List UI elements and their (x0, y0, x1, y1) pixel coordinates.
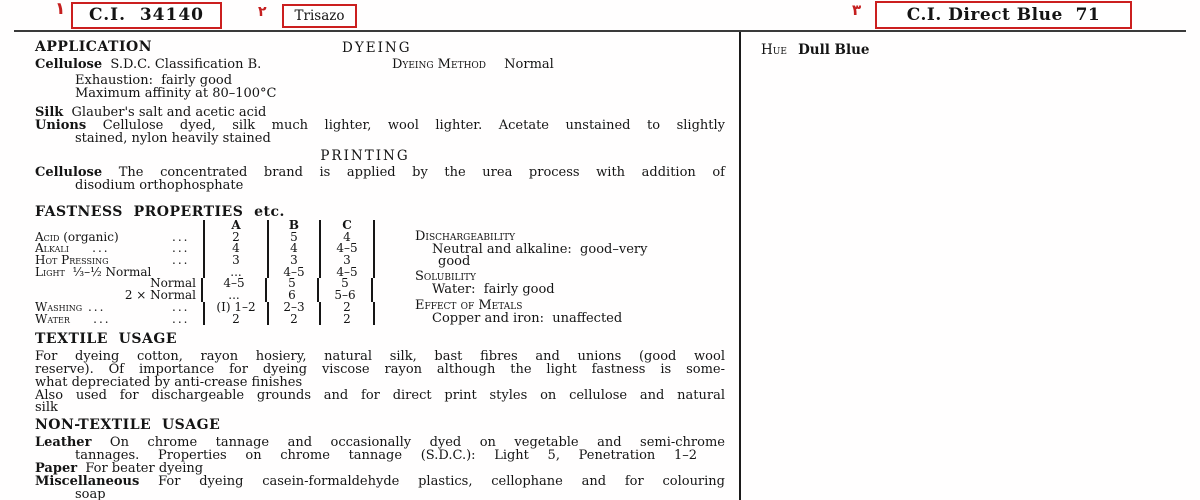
unions-label: Unions (35, 118, 87, 133)
silk-text: Glauber's salt and acetic acid (63, 105, 267, 120)
leader-dots: ... (172, 311, 190, 326)
printing-continuation: disodium orthophosphate (75, 178, 244, 193)
cellulose-label: Cellulose (35, 57, 103, 72)
application-heading: APPLICATION (35, 39, 153, 55)
value-b: 5 (269, 232, 321, 244)
leather-label: Leather (35, 435, 92, 450)
row-label-suffix: ... (82, 299, 106, 314)
value-c: 4–5 (321, 243, 375, 255)
dyeing-heading: DYEING (342, 40, 412, 56)
table-row-light-normal (35, 278, 375, 290)
row-label: Hot Pressing (35, 253, 109, 268)
textile-usage-heading: TEXTILE USAGE (35, 331, 177, 347)
hue-line (761, 44, 870, 57)
row-label-suffix: (organic) (59, 229, 119, 244)
paper-label: Paper (35, 461, 78, 476)
value-a: 2 (205, 314, 269, 326)
value-c: 4–5 (321, 267, 375, 279)
leather-text: On chrome tannage and occasionally dyed on vegetable and semi-chrome (109, 435, 725, 450)
leader-dots: ... (172, 299, 190, 314)
annotation-number-1: ١ (55, 0, 66, 19)
row-label-suffix: ... (69, 311, 111, 326)
textile-line1: For dyeing cotton, rayon hosiery, natural silk, bast fibres and unions (good wool (35, 349, 725, 364)
effect-of-metals-line1: Copper and iron: unaffected (432, 311, 623, 326)
ci-name: C.I. Direct Blue 71 (906, 4, 1101, 25)
leather-continuation: tannages. Properties on chrome tannage (S.D.C.): Light 5, Penetration 1–2 (75, 448, 697, 463)
chemical-class-box (282, 4, 357, 28)
value-c: 2 (321, 302, 375, 314)
leader-dots: ... (172, 253, 190, 268)
solubility-heading: Solubility (415, 269, 476, 284)
value-c: 3 (321, 255, 375, 267)
value-a: 4 (205, 243, 269, 255)
row-label-suffix: ... (68, 241, 110, 256)
row-label-suffix: 2 × Normal (124, 288, 196, 303)
row-label-suffix: ⅓–½ Normal (64, 264, 152, 279)
value-b: 3 (269, 255, 321, 267)
value-a: 4–5 (203, 278, 267, 290)
cellulose-classification-line (35, 58, 261, 71)
row-label: Acid (35, 229, 60, 244)
value-a: (I) 1–2 (205, 302, 269, 314)
value-b: 4 (269, 243, 321, 255)
value-a: 3 (205, 255, 269, 267)
value-a: ... (205, 267, 269, 279)
dyeing-method-line (392, 58, 554, 71)
value-b: 6 (267, 290, 319, 302)
value-b: 4–5 (269, 267, 321, 279)
value-b: 2–3 (269, 302, 321, 314)
solubility-line1: Water: fairly good (432, 282, 555, 297)
value-c: 2 (321, 314, 375, 326)
table-row-light-third-half (35, 264, 375, 279)
silk-label: Silk (35, 105, 64, 120)
dischargeability-heading: Dischargeability (415, 229, 516, 244)
unions-continuation: stained, nylon heavily stained (75, 131, 271, 146)
cellulose-text: S.D.C. Classification B. (102, 57, 262, 72)
value-c: 5 (319, 278, 373, 290)
textile-line5: silk (35, 400, 58, 415)
table-row-water (35, 311, 375, 326)
ci-number: C.I. 34140 (88, 5, 204, 25)
column-header-b: B (269, 220, 321, 232)
miscellaneous-continuation: soap (75, 487, 106, 500)
column-header-c: C (321, 220, 375, 232)
ci-number-box (71, 2, 222, 29)
paper-text: For beater dyeing (77, 461, 204, 476)
value-a: 2 (205, 232, 269, 244)
textile-line3: what depreciated by anti-crease finishes (35, 375, 303, 390)
column-header-a: A (205, 220, 269, 232)
leader-dots: ... (172, 229, 190, 244)
value-a: ... (203, 290, 267, 302)
ci-name-box (875, 1, 1132, 29)
dischargeability-line2: good (438, 254, 471, 269)
column-divider (739, 32, 741, 500)
textile-line2: reserve). Of importance for dyeing viscose rayon although the light fastness is some- (35, 362, 725, 377)
effect-of-metals-heading: Effect of Metals (415, 298, 523, 313)
annotation-number-2: ٢ (258, 4, 267, 20)
dischargeability-line1: Neutral and alkaline: good–very (432, 242, 648, 257)
dyeing-method-value: Normal (504, 57, 554, 72)
miscellaneous-label: Miscellaneous (35, 474, 140, 489)
row-label: Washing (35, 299, 83, 314)
textile-line4: Also used for dischargeable grounds and for direct print styles on cellulose and natural (35, 388, 725, 403)
fastness-table (35, 220, 375, 325)
exhaustion-line: Exhaustion: fairly good (75, 73, 233, 88)
chemical-class: Trisazo (294, 7, 345, 24)
hue-value: Dull Blue (798, 42, 870, 58)
affinity-line: Maximum affinity at 80–100°C (75, 86, 277, 101)
value-c: 5–6 (319, 290, 373, 302)
row-label: Alkali (35, 241, 69, 256)
value-c: 4 (321, 232, 375, 244)
non-textile-usage-heading: NON-TEXTILE USAGE (35, 417, 221, 433)
dyeing-method-label: Dyeing Method (392, 57, 487, 72)
fastness-heading: FASTNESS PROPERTIES etc. (35, 204, 285, 220)
value-b: 5 (267, 278, 319, 290)
printing-heading: PRINTING (320, 148, 410, 164)
hue-label: Hue (761, 42, 787, 58)
value-b: 2 (269, 314, 321, 326)
header-rule (14, 30, 1186, 32)
row-label-suffix: Normal (150, 276, 196, 291)
row-label: Light (35, 264, 65, 279)
miscellaneous-line (35, 475, 725, 488)
leader-dots: ... (172, 241, 190, 256)
printing-cellulose-label: Cellulose (35, 165, 103, 180)
miscellaneous-text: For dyeing casein-formaldehyde plastics, cellophane and for colouring (158, 474, 726, 489)
annotation-number-3: ٣ (852, 1, 862, 19)
unions-text: Cellulose dyed, silk much lighter, wool lighter. Acetate unstained to slightly (102, 118, 725, 133)
printing-text: The concentrated brand is applied by the urea process with addition of (118, 165, 725, 180)
row-label: Water (35, 311, 70, 326)
